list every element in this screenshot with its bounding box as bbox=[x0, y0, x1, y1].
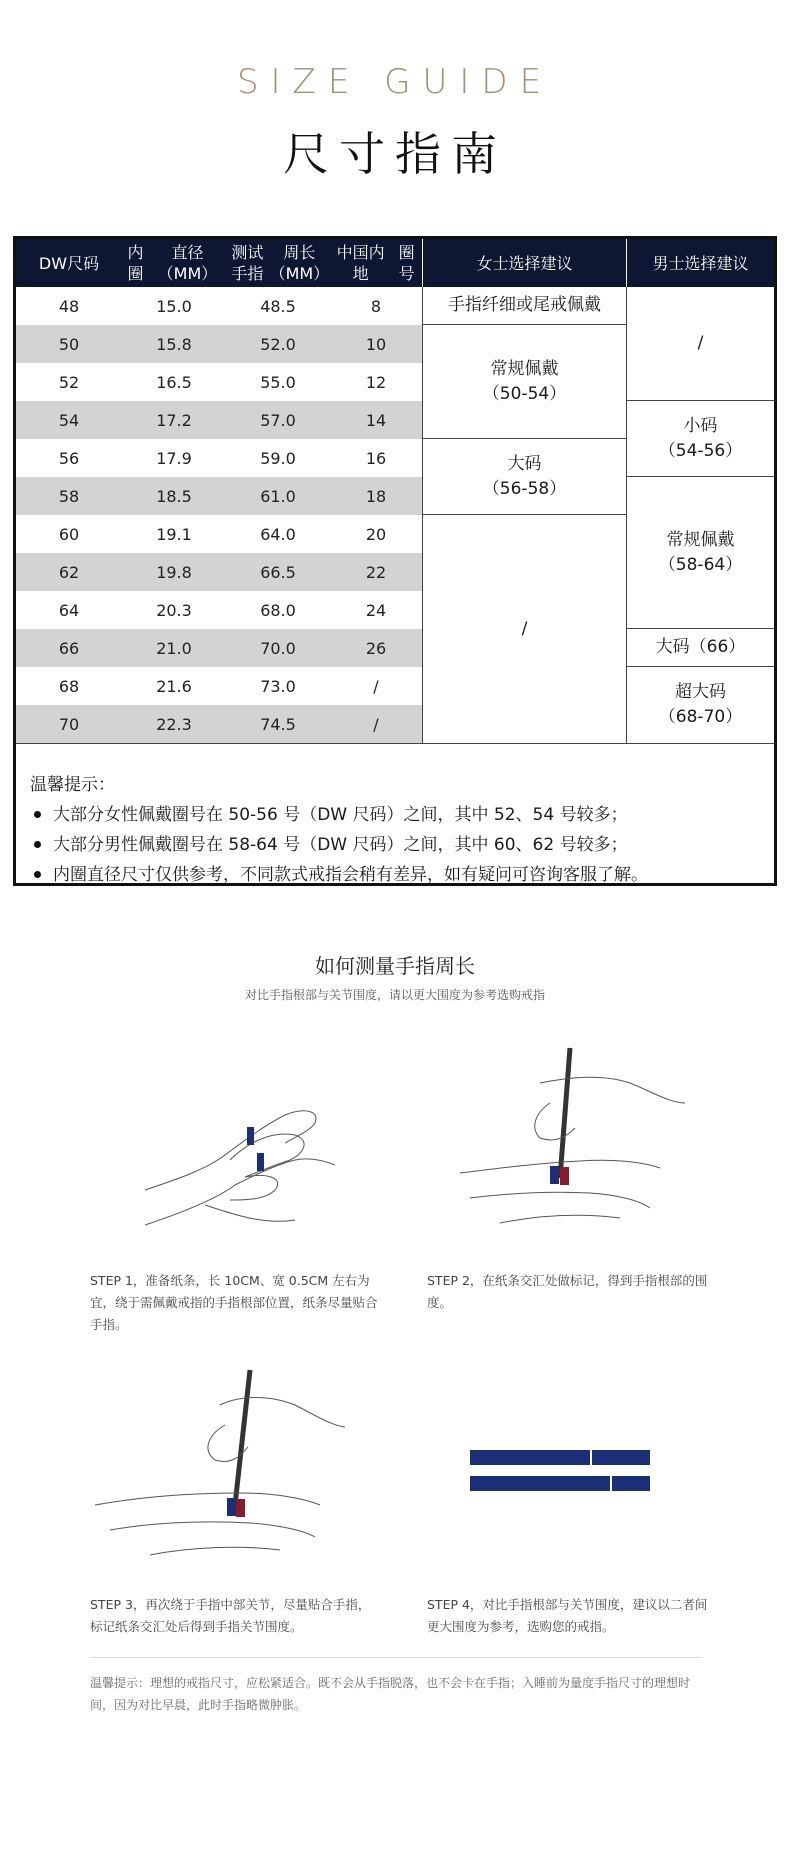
table-cell: 21.0 bbox=[156, 638, 192, 658]
women-advice-cell: 常规佩戴 （50-54） bbox=[422, 325, 626, 439]
table-row bbox=[16, 477, 422, 515]
step-4-text: STEP 4，对比手指根部与关节围度，建议以二者间更大围度为参考，选购您的戒指。 bbox=[427, 1597, 708, 1634]
note-text: 大部分男性佩戴圈号在 58-64 号（DW 尺码）之间，其中 60、62 号较多； bbox=[53, 835, 628, 855]
table-cell: 21.6 bbox=[156, 676, 192, 696]
hand-illustration-step1 bbox=[135, 1065, 345, 1235]
title-chinese: 尺寸指南 bbox=[283, 127, 507, 181]
bullet-icon bbox=[34, 811, 41, 818]
table-cell: 58 bbox=[58, 486, 80, 506]
table-row bbox=[16, 287, 422, 325]
strip-base-icon bbox=[470, 1450, 650, 1465]
measure-title: 如何测量手指周长 bbox=[315, 954, 475, 978]
table-cell: 19.1 bbox=[156, 524, 192, 544]
table-cell: 66.5 bbox=[260, 562, 296, 582]
paper-strip-icon bbox=[247, 1127, 254, 1145]
table-cell: 48 bbox=[58, 296, 80, 316]
table-cell: 54 bbox=[58, 410, 80, 430]
table-cell: 68 bbox=[58, 676, 80, 696]
table-row bbox=[16, 439, 422, 477]
table-cell: 62 bbox=[58, 562, 80, 582]
table-cell: 17.2 bbox=[156, 410, 192, 430]
note-item bbox=[30, 860, 760, 890]
pen-icon bbox=[560, 1048, 570, 1178]
table-header-cell: DW尺码 bbox=[16, 239, 122, 287]
table-row bbox=[16, 629, 422, 667]
table-cell: 61.0 bbox=[260, 486, 296, 506]
men-advice-cell: / bbox=[626, 287, 774, 401]
note-item bbox=[30, 800, 760, 830]
table-cell: 24 bbox=[365, 600, 387, 620]
men-advice-cell: 小码 （54-56） bbox=[626, 401, 774, 477]
men-advice-cell: 超大码 （68-70） bbox=[626, 667, 774, 743]
title-english: SIZE GUIDE bbox=[236, 62, 554, 102]
table-cell: 64 bbox=[58, 600, 80, 620]
women-advice-cell: / bbox=[422, 515, 626, 743]
women-advice-cell: 手指纤细或尾戒佩戴 bbox=[422, 287, 626, 325]
table-header-cell: 内圈 直径（MM） bbox=[122, 239, 226, 287]
pen-icon bbox=[235, 1370, 250, 1505]
table-cell: 50 bbox=[58, 334, 80, 354]
table-bottom-line bbox=[16, 743, 774, 744]
table-cell: 64.0 bbox=[260, 524, 296, 544]
strip-joint-icon bbox=[470, 1476, 650, 1491]
table-cell: 57.0 bbox=[260, 410, 296, 430]
table-cell: 74.5 bbox=[260, 714, 296, 734]
table-cell: 70 bbox=[58, 714, 80, 734]
bullet-icon bbox=[34, 841, 41, 848]
table-cell: 48.5 bbox=[260, 296, 296, 316]
table-cell: 66 bbox=[58, 638, 80, 658]
table-cell: 16.5 bbox=[156, 372, 192, 392]
divider bbox=[90, 1657, 702, 1658]
table-cell: 12 bbox=[365, 372, 387, 392]
measure-subtitle: 对比手指根部与关节围度，请以更大围度为参考选购戒指 bbox=[244, 988, 545, 1002]
table-cell: 20 bbox=[365, 524, 387, 544]
men-advice-cell: 常规佩戴 （58-64） bbox=[626, 477, 774, 629]
table-cell: 22.3 bbox=[156, 714, 192, 734]
paper-strips-comparison bbox=[470, 1450, 650, 1500]
table-cell: 16 bbox=[365, 448, 387, 468]
table-cell: / bbox=[373, 676, 379, 696]
table-cell: / bbox=[373, 714, 379, 734]
table-cell: 68.0 bbox=[260, 600, 296, 620]
table-row bbox=[16, 591, 422, 629]
table-header-cell: 中国内地 圈号 bbox=[330, 239, 422, 287]
table-row bbox=[16, 705, 422, 743]
note-item bbox=[30, 830, 760, 860]
table-cell: 22 bbox=[365, 562, 387, 582]
table-row bbox=[16, 363, 422, 401]
table-row bbox=[16, 667, 422, 705]
table-row bbox=[16, 553, 422, 591]
notes-heading: 温馨提示： bbox=[30, 775, 115, 795]
table-header-cell: 女士选择建议 bbox=[422, 239, 626, 287]
step-1-text: STEP 1，准备纸条，长 10CM、宽 0.5CM 左右为宜，绕于需佩戴戒指的手指根部位置，纸条尽量贴合手指。 bbox=[90, 1273, 378, 1332]
table-cell: 60 bbox=[58, 524, 80, 544]
table-cell: 19.8 bbox=[156, 562, 192, 582]
table-row bbox=[16, 401, 422, 439]
table-cell: 18 bbox=[365, 486, 387, 506]
table-cell: 26 bbox=[365, 638, 387, 658]
note-text: 内圈直径尺寸仅供参考，不同款式戒指会稍有差异，如有疑问可咨询客服了解。 bbox=[53, 865, 648, 885]
table-cell: 56 bbox=[58, 448, 80, 468]
table-cell: 55.0 bbox=[260, 372, 296, 392]
hand-illustration-step2 bbox=[440, 1043, 700, 1243]
table-header-cell: 男士选择建议 bbox=[626, 239, 774, 287]
table-cell: 59.0 bbox=[260, 448, 296, 468]
bullet-icon bbox=[34, 871, 41, 878]
table-cell: 52 bbox=[58, 372, 80, 392]
table-cell: 52.0 bbox=[260, 334, 296, 354]
table-row bbox=[16, 325, 422, 363]
table-cell: 8 bbox=[370, 296, 382, 316]
table-cell: 20.3 bbox=[156, 600, 192, 620]
table-cell: 73.0 bbox=[260, 676, 296, 696]
table-cell: 15.8 bbox=[156, 334, 192, 354]
table-cell: 70.0 bbox=[260, 638, 296, 658]
men-advice-cell: 大码（66） bbox=[626, 629, 774, 667]
hand-illustration-step3 bbox=[90, 1365, 350, 1565]
step-3-text: STEP 3，再次绕于手指中部关节，尽量贴合手指，标记纸条交汇处后得到手指关节围度。 bbox=[90, 1597, 371, 1634]
table-cell: 18.5 bbox=[156, 486, 192, 506]
women-advice-cell: 大码 （56-58） bbox=[422, 439, 626, 515]
notes-block bbox=[30, 770, 760, 890]
table-cell: 15.0 bbox=[156, 296, 192, 316]
footnote: 温馨提示：理想的戒指尺寸，应松紧适合。既不会从手指脱落，也不会卡在手指；入睡前为量度手指尺寸的理想时间，因为对比早晨，此时手指略微肿胀。 bbox=[90, 1676, 691, 1712]
table-cell: 17.9 bbox=[156, 448, 192, 468]
step-2-text: STEP 2，在纸条交汇处做标记，得到手指根部的围度。 bbox=[427, 1273, 708, 1310]
table-cell: 10 bbox=[365, 334, 387, 354]
table-cell: 14 bbox=[365, 410, 387, 430]
note-text: 大部分女性佩戴圈号在 50-56 号（DW 尺码）之间，其中 52、54 号较多； bbox=[53, 805, 628, 825]
table-row bbox=[16, 515, 422, 553]
table-header-cell: 测试手指 周长（MM） bbox=[226, 239, 330, 287]
